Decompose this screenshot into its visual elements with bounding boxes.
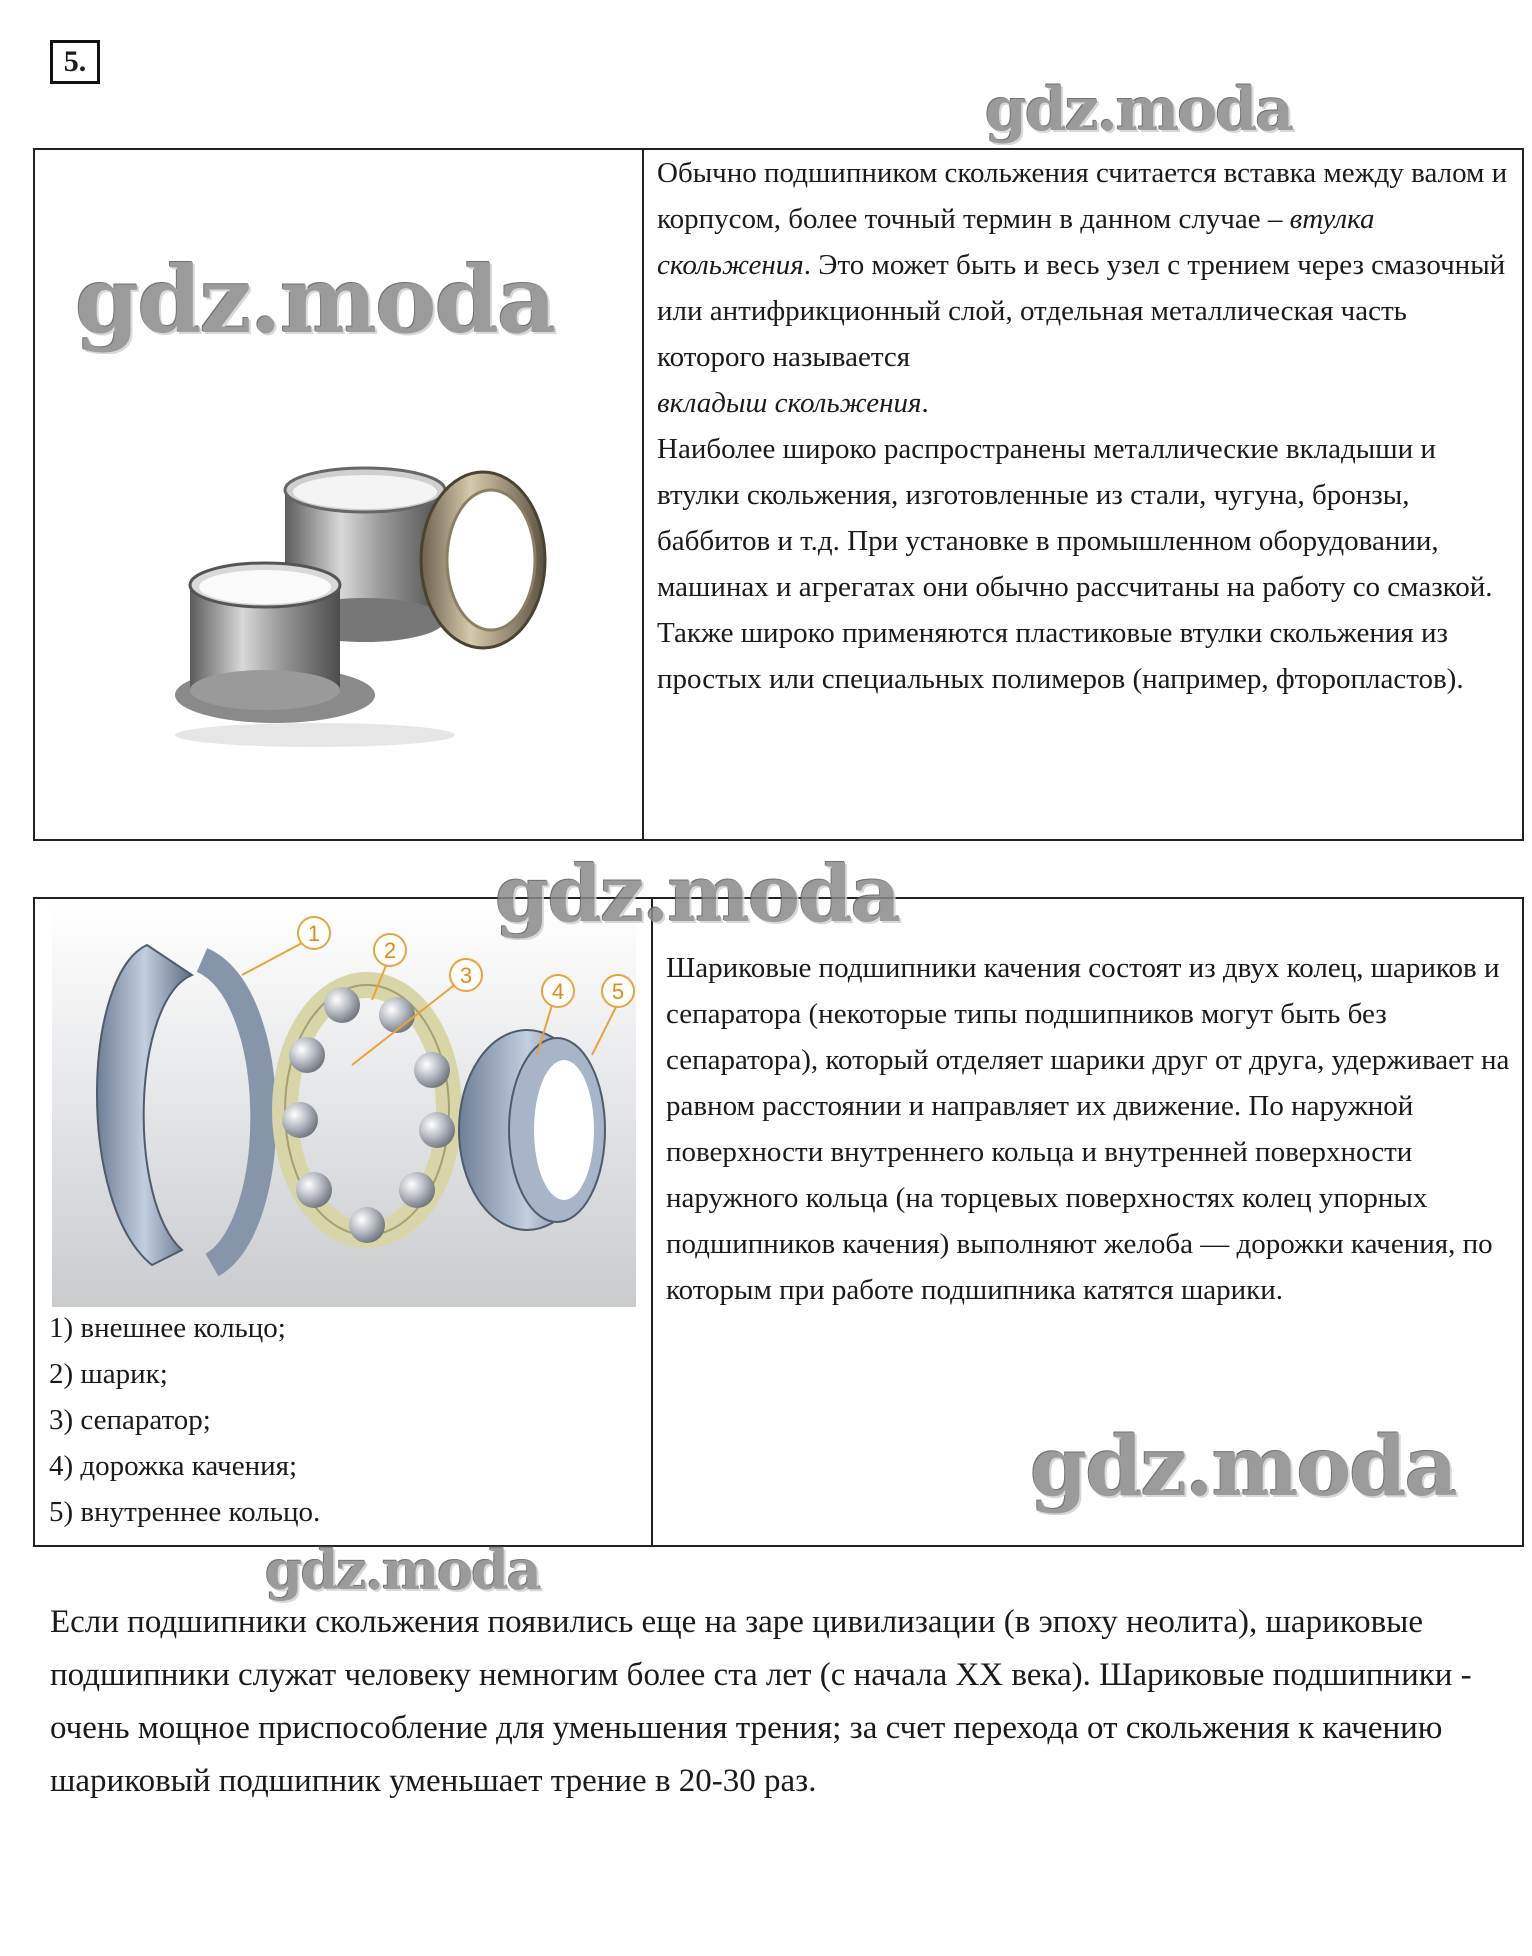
task-number: 5. — [50, 40, 100, 84]
watermark: gdz.moda — [985, 75, 1293, 145]
callout-5 — [602, 975, 634, 1007]
svg-text:1: 1 — [307, 921, 321, 946]
svg-text:3: 3 — [459, 963, 473, 988]
svg-text:2: 2 — [383, 938, 397, 963]
parts-legend — [49, 1305, 320, 1535]
svg-text:4: 4 — [551, 979, 565, 1004]
sliding-bushings-image — [165, 455, 565, 755]
list-item: 2) шарик; — [49, 1358, 168, 1390]
list-item: 1) внешнее кольцо; — [49, 1312, 286, 1344]
callout-4 — [542, 975, 574, 1007]
ball-bearing-image — [52, 905, 636, 1307]
ball-bearing-text: Шариковые подшипники качения состоят из двух колец, шариков и сепаратора (некоторые типы подшипников могут быть без сепаратора), который отделяет шарики друг от друга, удерживает на равном расстоянии и направляет их движение. По наружной поверхности внутреннего кольца и внутренней поверхности наружного кольца (на торцевых поверхностях колец упорных подшипников качения) выполняют желоба — дорожки качения, по которым при работе подшипника катятся шарики. — [666, 952, 1510, 1306]
table-divider — [651, 899, 653, 1545]
callout-3 — [450, 959, 482, 991]
callout-1 — [298, 917, 330, 949]
list-item: 4) дорожка качения; — [49, 1450, 298, 1482]
paragraph: Наиболее широко распространены металлические вкладыши и втулки скольжения, изготовленные из стали, чугуна, бронзы, баббитов и т.д. При установке в промышленном оборудовании, машинах и агрегатах они обычно рассчитаны на работу со смазкой. — [657, 433, 1493, 603]
table-divider — [642, 150, 644, 839]
watermark: gdz.moda — [1030, 1419, 1456, 1515]
paragraph: вкладыш скольжения. — [657, 387, 929, 419]
sliding-bearing-table — [33, 148, 1524, 841]
paragraph: Обычно подшипником скольжения считается вставка между валом и корпусом, более точный термин в данном случае – втулка скольжения. Это может быть и весь узел с трением через смазочный или антифрикционный слой, отдельная металлическая часть которого называется — [657, 157, 1508, 373]
watermark: gdz.moda — [265, 1538, 540, 1602]
paragraph: Также широко применяются пластиковые втулки скольжения из простых или специальных полимеров (например, фторопластов). — [657, 617, 1464, 695]
list-item: 3) сепаратор; — [49, 1404, 211, 1436]
ball-bearing-table — [33, 849, 1524, 1547]
callout-2 — [374, 934, 406, 966]
sliding-bearing-text — [657, 150, 1517, 702]
svg-text:5: 5 — [611, 979, 625, 1004]
watermark: gdz.moda — [75, 246, 555, 354]
conclusion-paragraph: Если подшипники скольжения появились еще на заре цивилизации (в эпоху неолита), шариковые подшипники служат человеку немногим более ста лет (с начала XX века). Шариковые подшипники - очень мощное приспособление для уменьшения трения; за счет перехода от скольжения к качению шариковый подшипник уменьшает трение в 20-30 раз. — [50, 1604, 1472, 1799]
watermark: gdz.moda — [495, 849, 900, 940]
list-item: 5) внутреннее кольцо. — [49, 1496, 321, 1528]
